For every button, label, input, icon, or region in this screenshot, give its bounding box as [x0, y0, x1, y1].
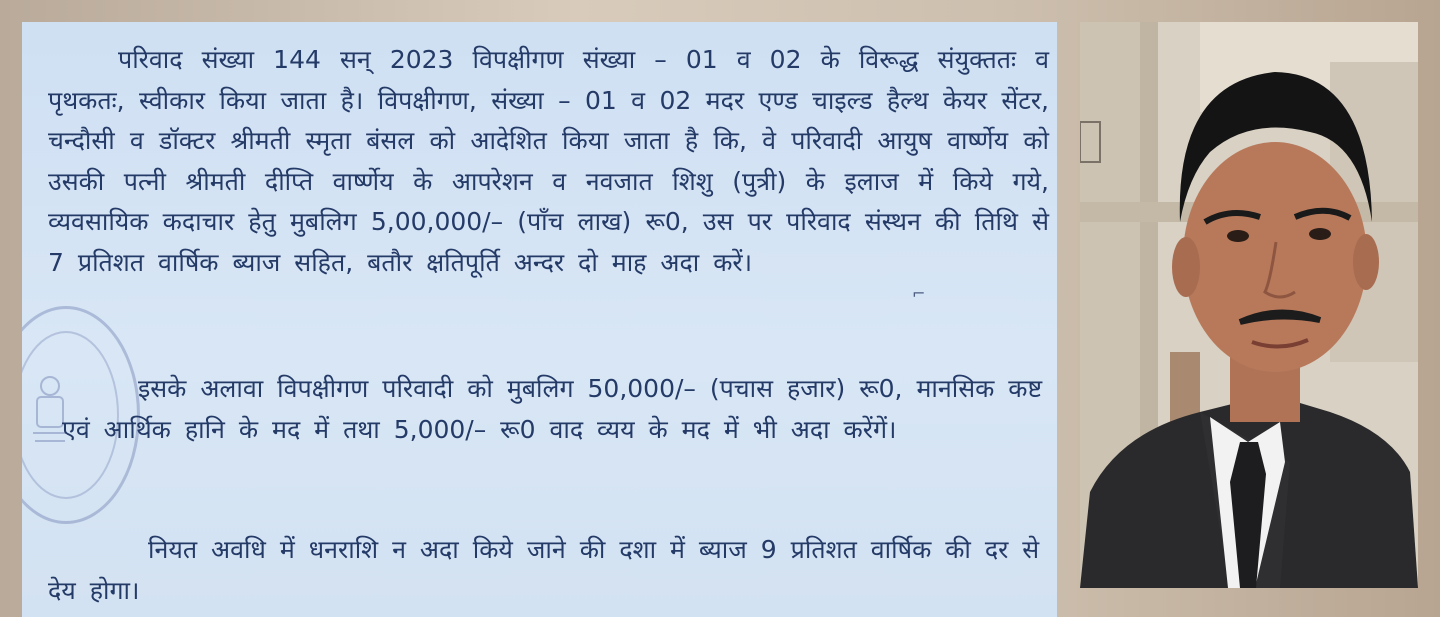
order-paragraph-3: नियत अवधि में धनराशि न अदा किये जाने की दशा में ब्याज 9 प्रतिशत वार्षिक की दर से देय होगा।: [48, 535, 1040, 605]
order-paragraph-2: इसके अलावा विपक्षीगण परिवादी को मुबलिग 50,000/– (पचास हजार) रू0, मानसिक कष्ट एवं आर्थिक हानि के मद में तथा 5,000/– रू0 वाद व्यय के मद में भी अदा करेंगें।: [62, 374, 1043, 444]
portrait-image: [1080, 22, 1418, 588]
order-paragraph-1: परिवाद संख्या 144 सन् 2023 विपक्षीगण संख्या – 01 व 02 के विरूद्ध संयुक्ततः व पृथकतः, स्वीकार किया जाता है। विपक्षीगण, संख्या – 01 व 02 मदर एण्ड चाइल्ड हैल्थ केयर सेंटर, चन्दौसी व डॉक्टर श्रीमती स्मृता बंसल को आदेशित किया जाता है कि, वे परिवादी आयुष वार्ष्णेय को उसकी पत्नी श्रीमती दीप्ति वार्ष्णेय के आपरेशन व नवजात शिशु (पुत्री) के इलाज में किये गये, व्यवसायिक कदाचार हेतु मुबलिग 5,00,000/– (पाँच लाख) रू0, उस पर परिवाद संस्थन की तिथि से 7 प्रतिशत वार्षिक ब्याज सहित, बतौर क्षतिपूर्ति अन्दर दो माह अदा करें।: [48, 45, 1049, 277]
court-order-document: [22, 22, 1057, 617]
pen-mark: ⌐: [912, 284, 926, 303]
portrait-photo: [1080, 22, 1418, 588]
